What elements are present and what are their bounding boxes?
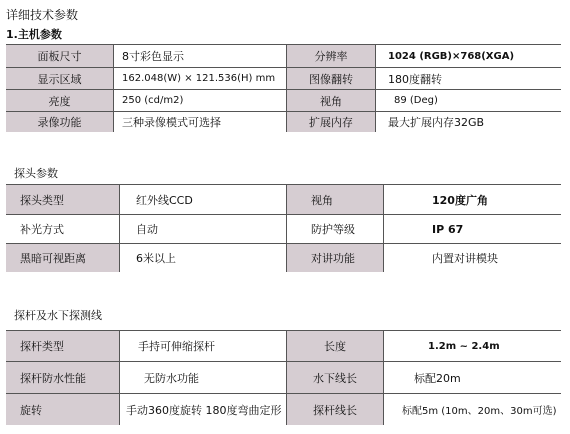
probe-value: 6米以上 (120, 244, 286, 272)
pole-value: 无防水功能 (120, 362, 286, 393)
pole-key: 探杆类型 (6, 331, 120, 361)
host-key: 扩展内存 (286, 112, 376, 132)
table-row (6, 185, 561, 214)
table-row (6, 244, 561, 272)
probe-value: 内置对讲模块 (384, 244, 561, 272)
probe-value: 自动 (120, 215, 286, 243)
table-row (6, 45, 561, 67)
probe-table (6, 184, 561, 272)
host-value: 最大扩展内存32GB (376, 112, 561, 132)
host-table (6, 44, 561, 132)
table-row (6, 331, 561, 361)
host-key: 视角 (286, 90, 376, 111)
probe-value: 红外线CCD (120, 185, 286, 214)
table-row (6, 68, 561, 89)
host-value: 89 (Deg) (376, 90, 561, 111)
pole-value: 标配5m (10m、20m、30m可选) (384, 394, 561, 425)
probe-key: 补光方式 (6, 215, 120, 243)
table-row (6, 112, 561, 132)
host-value: 三种录像模式可选择 (114, 112, 286, 132)
table-row (6, 215, 561, 243)
pole-key: 探杆防水性能 (6, 362, 120, 393)
pole-key: 旋转 (6, 394, 120, 425)
host-value: 162.048(W) × 121.536(H) mm (114, 68, 286, 89)
probe-key: 黑暗可视距离 (6, 244, 120, 272)
table-row (6, 362, 561, 393)
probe-key: 探头类型 (6, 185, 120, 214)
host-value: 8寸彩色显示 (114, 45, 286, 67)
host-section-label: 1.主机参数 (6, 28, 62, 41)
host-value: 1024 (RGB)×768(XGA) (376, 45, 561, 67)
host-key: 亮度 (6, 90, 114, 111)
pole-value: 标配20m (384, 362, 561, 393)
pole-value: 手持可伸缩探杆 (120, 331, 286, 361)
probe-key: 对讲功能 (286, 244, 384, 272)
host-value: 250 (cd/m2) (114, 90, 286, 111)
host-key: 图像翻转 (286, 68, 376, 89)
pole-value: 手动360度旋转 180度弯曲定形 (120, 394, 286, 425)
probe-section-label: 探头参数 (14, 167, 58, 180)
host-key: 面板尺寸 (6, 45, 114, 67)
pole-key: 探杆线长 (286, 394, 384, 425)
pole-key: 长度 (286, 331, 384, 361)
pole-table (6, 330, 561, 425)
probe-key: 视角 (286, 185, 384, 214)
table-row (6, 90, 561, 111)
pole-section-label: 探杆及水下探测线 (14, 309, 102, 322)
page-title: 详细技术参数 (6, 8, 79, 22)
probe-value: 120度广角 (384, 185, 561, 214)
probe-key: 防护等级 (286, 215, 384, 243)
table-row (6, 394, 561, 425)
host-key: 显示区域 (6, 68, 114, 89)
host-value: 180度翻转 (376, 68, 561, 89)
host-key: 录像功能 (6, 112, 114, 132)
pole-value: 1.2m ~ 2.4m (384, 331, 561, 361)
probe-value: IP 67 (384, 215, 561, 243)
pole-key: 水下线长 (286, 362, 384, 393)
host-key: 分辨率 (286, 45, 376, 67)
